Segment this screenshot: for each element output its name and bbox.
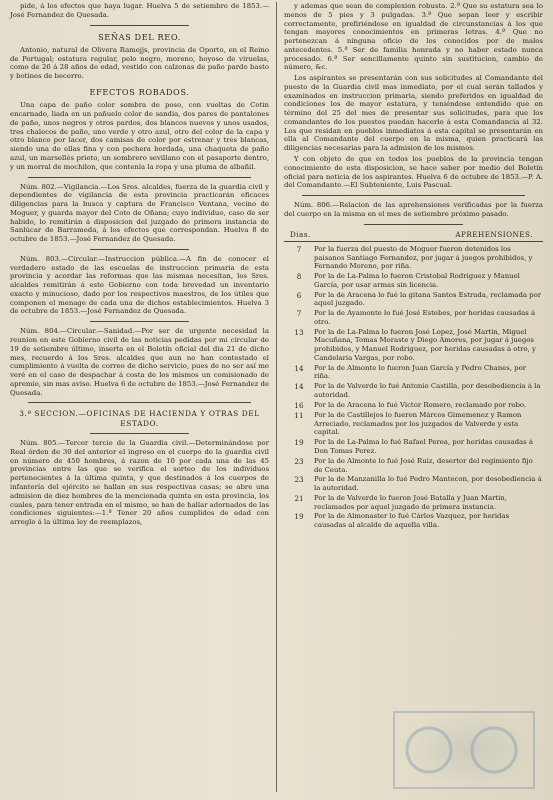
entry-text: Por la de Almonte lo fueron Juan García y Pedro Chanes, por riña. (313, 363, 527, 381)
aprehension-entry (284, 364, 543, 382)
entry-day: 19 (294, 512, 304, 522)
entry-text: Por la de Manzanilla lo fué Pedro Mantecon, por desobediencia á la autoridad. (313, 475, 542, 493)
dias-header: Dias. (289, 229, 311, 239)
notice-805: Núm. 805.—Tercer tercio de la Guardia civil.—Determinándose por Real órden de 30 del anterior el ingreso en el cuerpo de la guardia civil en número de 450 hombres, á razon de 10 por cada una de las 45 provincias entre las que se verifica el sorteo de los individuos pertenecientes á la última quinta, y que destinados á los cuerpos de infantería del ejército se hallan en sus respectivas casas; se abre una admision de diez hombres de la mencionada quinta en esta provincia, los cuales, para tener entrada en el mismo, se han de hallar adornados de las condiciones siguientes:—1.ª Tener 20 años cumplidos de edad con arreglo á la última ley de reemplazos, (10, 439, 269, 527)
aprehension-entry (284, 438, 543, 456)
entry-day: 23 (294, 475, 304, 485)
entry-text: Por la de La-Palma lo fueron José Lopez, José Martin, Miguel Macuñana, Tomas Moraste y Diego Amores, por jugar á juegos prohibidos, y Manuel Rodriguez, por heridas causadas á otro, y Candelaria Vargas, por robo. (313, 327, 536, 362)
senas-paragraph: Antonio, natural de Olivera Ramejjs, provincia de Oporto, en el Reino de Portugal; estatura regular, pelo negro, moreno, hoyoso de viruelas, como de 26 á 28 años de edad, vestido con calzonas de paño pardo basto y botines de becerro. (10, 45, 269, 81)
separator (28, 402, 251, 403)
separator (90, 433, 189, 434)
entry-day: 13 (294, 327, 304, 337)
entry-day: 14 (294, 363, 304, 373)
aprehensiones-header: APREHENSIONES. (455, 229, 533, 239)
entry-day: 8 (296, 272, 302, 282)
aspirantes-paragraph: Los aspirantes se presentarán con sus solicitudes al Comandante del puesto de la Guardia civil mas inmediato, por el cual serán tallados y examinados en instruccion primaria, siendo preferidos en igualdad de condiciones los de mayor estatura, y teniéndose entendido que en término del 25 del mes de presentar sus solicitudes, para que los comandantes de los puestos puedan hacerlo á esta Comandancia al 32. Los que residan en pueblos inmediatos á esta capital se presentarán en ella al Comandante del cuerpo en la misma, quien practicará las diligencias necesarias para la admision de los mismos. (283, 74, 543, 153)
entry-text: Por la fuerza del puesto de Moguer fueron detenidos los paisanos Santiago Fernandez, por jugar á juegos prohibidos, y Fernando Moreno, por riña. (313, 244, 533, 271)
entry-text: Por la de Almonte lo fué José Ruiz, desertor del regimiento fijo de Ceuta. (313, 456, 533, 474)
entry-text: Por la de Aracena lo fué la gitana Santos Estrada, reclamada por aquel juzgado. (313, 290, 542, 308)
aprehension-entry (284, 512, 543, 530)
separator (90, 25, 189, 26)
notice-804: Núm. 804.—Circular.—Sanidad.—Por ser de urgente necesidad la reunion en este Gobierno civil de las noticias pedidas por mi circular de 19 de setiembre último, inserta en el Boletín oficial del dia 21 de dicho mes, recuerdo á los Sres. alcaldes que aun no han contestado el cumplimiento á vuelta de correo de dicho servicio, pues de no ser así me veré en el caso de despachar á costa de los mismos un comisionado de apremio, sin mas aviso. Huelva 6 de octubre de 1853.—José Fernandez de Quesada. (10, 327, 269, 397)
entry-text: Por la de Valverde lo fueron José Batalla y Juan Martin, reclamados por aquel juzgado de primera instancia. (313, 493, 507, 511)
separator (284, 241, 543, 242)
aprehension-entry (284, 382, 543, 400)
entry-text: Por la de La-Palma lo fué Rafael Perea, por heridas causadas á Don Tomas Perez. (313, 438, 533, 455)
entry-day: 14 (294, 382, 304, 392)
aprehension-entry (284, 328, 543, 363)
senas-heading: SEÑAS DEL REO. (98, 31, 181, 42)
entry-text: Por la de Valverde lo fué Antonio Castilla, por desobediencia á la autoridad. (313, 382, 541, 399)
right-column (277, 2, 543, 800)
entry-text: Por la de La-Palma lo fueron Cristobal Rodriguez y Manuel García, por usar armas sin licencia. (313, 272, 520, 289)
table-header (284, 230, 543, 239)
aprehension-entry (284, 309, 543, 327)
entry-day: 21 (294, 493, 304, 503)
aprehension-entry (284, 494, 543, 512)
separator (364, 224, 463, 225)
aprehension-entry (284, 457, 543, 475)
entry-text: Por la de Ayamonte lo fué José Estebes, por heridas causadas á otro. (313, 309, 536, 326)
aprehension-entry (284, 291, 543, 309)
entry-text: Por la de Aracena lo fué Victor Romero, reclamado por robo. (313, 400, 527, 409)
entry-day: 11 (294, 410, 304, 420)
entry-day: 6 (296, 290, 302, 300)
aprehension-entry (284, 401, 543, 410)
aprehension-entry (284, 475, 543, 493)
separator (28, 177, 251, 178)
aprehension-entry (284, 272, 543, 290)
left-column (10, 2, 276, 800)
entry-day: 23 (294, 456, 304, 466)
seccion-heading: 3.ª SECCION.—OFICINAS DE HACIENDA Y OTRAS DEL ESTADO. (19, 409, 260, 428)
entry-text: Por la de Almonaster lo fué Cárlos Vazquez, por heridas causadas al alcalde de aquella villa. (313, 512, 510, 530)
aprehension-entry (284, 245, 543, 271)
aprehension-entry (284, 411, 543, 437)
notice-803: Núm. 803.—Circular.—Instruccion pública.—A fin de conocer el verdadero estado de las escuelas de instruccion primaria de esta provincia y acordar las reformas que las mismas necesitan, los Sres. alcaldes remitirán á este Gobierno con toda brevedad un inventario exacto y minucioso, dado por los respectivos maestros, de los útiles que componen el menage de cada una de dichos establecimientos. Huelva 3 de octubre de 1853.—José Fernandez de Quesada. (10, 254, 269, 316)
aprehensiones-list (284, 245, 543, 530)
conditions-paragraph: y ademas que sean de complexion robusta. 2.ª Que su estatura sea lo menos de 5 pies y 3 pulgadas. 3.ª Que sepan leer y escribir correctamente, prefiriéndose en igualdad de circunstancias á los que tengan mayores conocimientos en primeras letras. 4.ª Que no pertenezcan á ninguna oficio de los conocidos por de malos antecedentes. 5.ª Ser de familia honrada y no haber estado nunca procesado. 6.ª Ser sencillamente quinto sin sustitucion, cambio de número, &c. (283, 2, 543, 72)
entry-day: 19 (294, 438, 304, 448)
objeto-paragraph: Y con objeto de que en todos los pueblos de la provincia tengan conocimiento de esta disposicion, se hace saber por medio del Boletín oficial para noticia de los aspirantes. Huelva 6 de octubre de 1853.—P. A. del Comandante.—El Subteniente, Luis Pascual. (283, 155, 543, 190)
separator (90, 321, 189, 322)
entry-day: 7 (296, 309, 302, 319)
entry-day: 16 (294, 400, 304, 410)
intro-paragraph: pide, á los efectos que haya lugar. Huelva 5 de setiembre de 1853.—José Fernandez de Quesada. (10, 2, 269, 19)
efectos-heading: EFECTOS ROBADOS. (89, 87, 190, 97)
entry-day: 7 (296, 244, 302, 254)
entry-text: Por la de Castillejos lo fueron Márcos Gimemenez y Ramon Arreciado, reclamados por los juzgados de Valverde y esta capital. (313, 410, 522, 437)
notice-806: Núm. 806.—Relacion de las aprehensiones verificadas por la fuerza del cuerpo en la misma en el mes de setiembre próximo pasado. (283, 201, 543, 218)
library-watermark (384, 702, 544, 798)
notice-802: Núm. 802.—Vigilancia.—Los Sres. alcaldes, fuerza de la guardia civil y dependientes de vigilancia de esta provincia practicarán eficaces diligencias para la busca y captura de Francisco Ventana, vecino de Moguer, y guarda mayor del Coto de Oñana; cuyo individuo, caso de ser habido, lo remitirán á disposicion del juzgado de primera instancia de Sanlúcar de Barrameda, á los efectos que correspondan. Huelva 8 de octubre de 1853.—José Fernandez de Quesada. (10, 182, 269, 244)
separator (90, 249, 189, 250)
efectos-paragraph: Una capa de paño color sombra de poso, con vueltas de Cotin encarnado, liada en un pañuelo color de sandia, dos pares de pantalones de paño, unos negros y otros pardos, dos blancos nuevos y unos usados, tres chalecos de paño, uno verde y otro azul, otro del color de la capa y otro blanco por lacer, dos camisas de color por estrenar y tres blancas, siendo una de ellas fina y con pechera bordada, una chaqueta de paño azul, un marsellés prieto, un sombrero sevillano con el pasaporte dentro, y un morral de mochilon, que contenía la ropa y una pluma de albañil. (10, 101, 269, 171)
separator (302, 195, 525, 196)
